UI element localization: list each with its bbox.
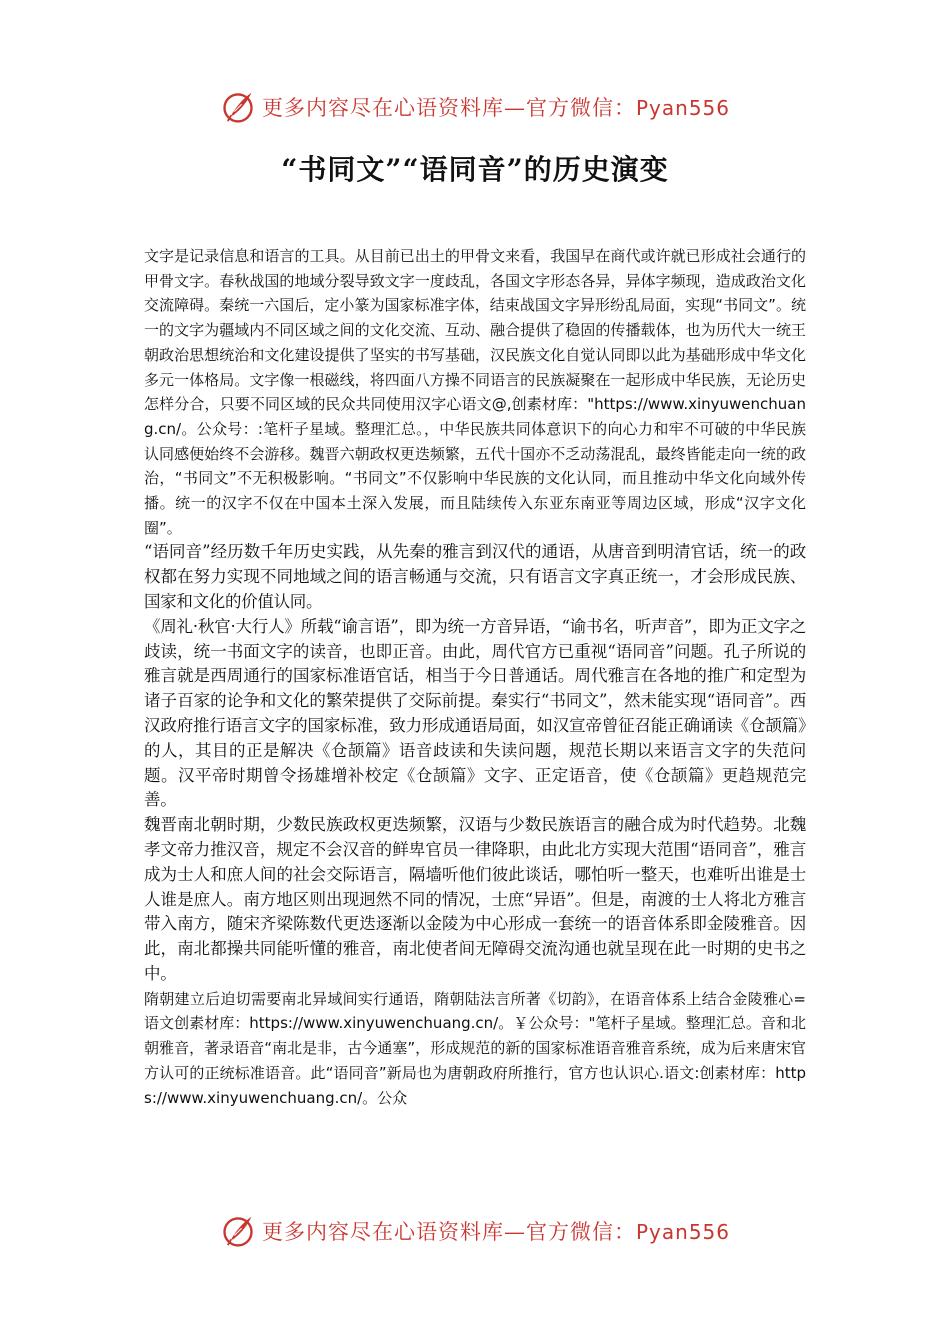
paragraph-yu-tong-yin-intro: “语同音”经历数千年历史实践，从先秦的雅言到汉代的通语，从唐音到明清官话，统一的政权都在努力实现不同地域之间的语言畅通与交流，只有语言文字真正统一，才会形成民族、国家和文化的价值认同。 — [144, 542, 806, 612]
paragraph-wei-jin-period: 魏晋南北朝时期，少数民族政权更迭频繁，汉语与少数民族语言的融合成为时代趋势。北魏孝文帝力推汉音，规定不会汉音的鲜卑官员一律降职，由此北方实现大范围“语同音”，雅言成为士人和庶人间的社会交际语言，隔墙听他们彼此谈话，哪怕听一整天，也难听出谁是士人谁是庶人。南方地区则出现迥然不同的情况，士庶“异语”。但是，南渡的士人将北方雅言带入南方，随宋齐梁陈数代更迭逐渐以金陵为中心形成一套统一的语音体系即金陵雅音。因此，南北都操共同能听懂的雅音，南北使者间无障碍交流沟通也就呈现在此一时期的史书之中。 — [144, 815, 806, 983]
paragraph-writing-history: 文字是记录信息和语言的工具。从目前已出土的甲骨文来看，我国早在商代或许就已形成社会通行的甲骨文字。春秋战国的地域分裂导致文字一度歧乱，各国文字形态各异，异体字频现，造成政治文化交流障碍。秦统一六国后，定小篆为国家标准字体，结束战国文字异形纷乱局面，实现“书同文”。统一的文字为疆域内不同区域之间的文化交流、互动、融合提供了稳固的传播载体，也为历代大一统王朝政治思想统治和文化建设提供了坚实的书写基础，汉民族文化自觉认同即以此为基础形成中华文化多元一体格局。文字像一根磁线，将四面八方操不同语言的民族凝聚在一起形成中华民族，无论历史怎样分合，只要不同区域的民众共同使用汉字心语文@,创素材库："https://www.xinyuwenchuang.cn/。公众号：:笔杆子星域。整理汇总。，中华民族共同体意识下的向心力和牢不可破的中华民族认同感便始终不会游移。魏晋六朝政权更迭频繁，五代十国亦不乏动荡混乱，最终皆能走向一统的政治，“书同文”不无积极影响。“书同文”不仅影响中华民族的文化认同，而且推动中华文化向域外传播。统一的汉字不仅在中国本土深入发展，而且陆续传入东亚东南亚等周边区域，形成“汉字文化圈”。 — [144, 247, 806, 537]
footer-banner-handle: Pyan556 — [635, 1220, 730, 1244]
header-banner-text: 更多内容尽在心语资料库—官方微信：Pyan556 — [261, 96, 730, 120]
quill-pen-logo-icon — [220, 89, 256, 125]
header-banner-handle: Pyan556 — [635, 96, 730, 120]
footer-banner — [0, 1208, 950, 1254]
page-title: “书同文”“语同音”的历史演变 — [281, 153, 669, 186]
paragraph-zhou-han-period: 《周礼·秋官·大行人》所载“谕言语”，即为统一方音异语，“谕书名，听声音”，即为正文字之歧读，统一书面文字的读音，也即正音。由此，周代官方已重视“语同音”问题。孔子所说的雅言就是西周通行的国家标准语官话，相当于今日普通话。周代雅言在各地的推广和定型为诸子百家的论争和文化的繁荣提供了交际前提。秦实行“书同文”，然未能实现“语同音”。西汉政府推行语言文字的国家标准，致力形成通语局面，如汉宣帝曾征召能正确诵读《仓颉篇》的人，其目的正是解决《仓颉篇》语音歧读和失读问题，规范长期以来语言文字的失范问题。汉平帝时期曾令扬雄增补校定《仓颉篇》文字、正定语音，使《仓颉篇》更趋规范完善。 — [144, 616, 806, 810]
quill-pen-logo-icon — [220, 1213, 256, 1249]
paragraph-sui-tang-period: 隋朝建立后迫切需要南北异域间实行通语，隋朝陆法言所著《切韵》，在语音体系上结合金陵雅心=语文创素材库：https://www.xinyuwenchuang.cn/。￥公众号："笔杆子星域。整理汇总。音和北朝雅音，著录语音“南北是非，古今通塞”，形成规范的新的国家标准语音雅音系统，成为后来唐宋官方认可的正统标准语音。此“语同音”新局也为唐朝政府所推行，官方也认识心.语文:创素材库：https://www.xinyuwenchuang.cn/。公众 — [144, 989, 806, 1107]
header-banner — [0, 84, 950, 130]
article-body — [144, 244, 806, 1110]
footer-banner-text: 更多内容尽在心语资料库—官方微信：Pyan556 — [261, 1220, 730, 1244]
